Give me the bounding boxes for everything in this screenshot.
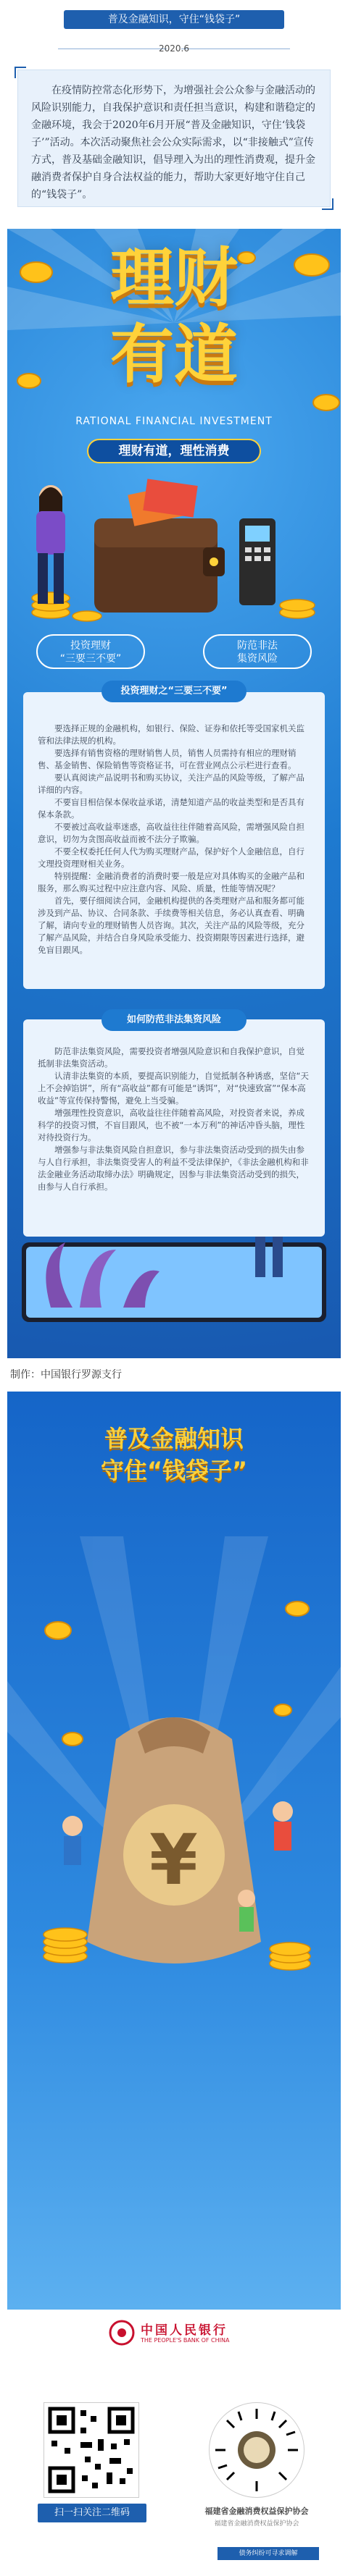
credit-text: 制作：中国银行罗源支行 [10,1369,122,1381]
section1-paragraph: 要认真阅读产品说明书和购买协议，关注产品的风险等级，了解产品详细的内容。 [38,773,304,795]
money-bag-poster [7,1392,341,2310]
section1-paragraph: 首先，要仔细阅读合同，金融机构提供的各类理财产品和服务都可能涉及到产品、协议、合同条款、手续费等相关信息，务必认真查看、明确了解，请向专业的理财销售人员咨询。其次，关注产品的风险等级，充分了解产品风险，并结合自身风险承受能力、投资期限等因素进行选择，避免盲目跟风。 [38,896,304,955]
pboc-logo [109,2317,239,2357]
section2-paragraph: 增强理性投资意识，高收益往往伴随着高风险，对投资者来说，养成科学的投资习惯，不盲目跟风，也不被“一本万利”的神话冲昏头脑，理性对待投资行为。 [38,1108,305,1142]
section1-paragraph: 不要盲目相信保本保收益承诺，清楚知道产品的收益类型和是否具有保本条款。 [38,797,304,820]
publish-date: 2020.6 [159,43,189,54]
tag-three-dos-donts: 投资理财 “三要三不要” [36,634,145,669]
bottom-note: 债务纠纷可寻求调解 [218,2547,319,2560]
poster2-title-line1: 普及金融知识 [104,1425,244,1452]
section1-paragraph: 要选择正规的金融机构，如银行、保险、证券和依托等受国家机关监管和法律法规的机构。 [38,723,304,746]
poster-title-line2: 有道 [109,317,238,392]
section1-heading: 投资理财之“三要三不要” [102,681,246,702]
association-subtitle: 福建省金融消费权益保护协会 [214,2520,299,2527]
rational-investment-poster [7,229,341,1358]
poster2-title-line2: 守住“钱袋子” [100,1457,248,1484]
money-bag-illustration [7,1392,341,2310]
poster-title-line1: 理财 [109,240,238,315]
intro-paragraph: 在疫情防控常态化形势下，为增强社会公众参与金融活动的风险识别能力，自我保护意识和责任担当意识，构建和谐稳定的金融环境，我会于2020年6月开展“普及金融知识，守住‘钱袋子’”活动。本次活动聚焦社会公众实际需求，以“非接触式”宣传方式，普及基础金融知识，倡导理入为出的理性消费观，提升金融消费者保护自身合法权益的能力，帮助大家更好地守住自己的“钱袋子”。 [17,70,331,207]
poster-slogan: 理财有道，理性消费 [87,439,261,463]
pboc-name-en: THE PEOPLE'S BANK OF CHINA [141,2337,230,2344]
qr-code-left[interactable] [44,2402,139,2498]
section2-paragraph: 防范非法集资风险，需要投资者增强风险意识和自我保护意识，自觉抵制非法集资活动。 [38,1046,304,1069]
section1-paragraph: 不要被过高收益率迷惑，高收益往往伴随着高风险，需增强风险自担意识，切勿为贪图高收益而被不法分子欺骗。 [38,822,304,844]
pboc-name-cn: 中国人民银行 [141,2323,228,2338]
section2-paragraph: 增强参与非法集资风险自担意识，参与非法集资活动受到的损失由参与人自行承担，非法集资受害人的利益不受法律保护，《非法金融机构和非法金融业务活动取缔办法》明确规定，因参与非法集资活动受到的损失，由参与人自行承担。 [38,1145,309,1192]
section1-paragraph: 特别提醒：金融消费者的消费时要一般是应对具体购买的金融产品和服务，那么购买过程中应注意内容、风险、质量，性能等情况呢？ [38,871,304,893]
section2-panel [23,1019,325,1237]
section1-paragraph: 要选择有销售资格的理财销售人员，销售人员需持有相应的理财销售、基金销售、保险销售等资格证书，可在营业网点公示栏进行查看。 [38,748,297,770]
section2-paragraph: 认清非法集资的本质，要提高识别能力，自觉抵制各种诱惑，坚信“天上不会掉馅饼”，所有“高收益”都有可能是“诱饵”，对“快速致富”“保本高收益”等宣传保持警惕，避免上当受骗。 [38,1071,309,1106]
corner-decoration [14,67,26,78]
section2-heading: 如何防范非法集资风险 [102,1009,246,1031]
qr-code-right[interactable] [209,2402,304,2498]
pboc-emblem-icon [109,2320,135,2346]
corner-decoration [322,198,334,210]
qr-scan-label: 扫一扫关注二维码 [38,2504,146,2522]
article-header-title: 普及金融知识，守住“钱袋子” [64,10,284,29]
association-title: 福建省金融消费权益保护协会 [204,2506,309,2516]
qr-code-icon [44,2403,138,2497]
section1-paragraph: 不要全权委托任何人代为购买理财产品，保护好个人金融信息，自行文理投资理财相关业务。 [38,846,304,869]
mini-program-code-icon [210,2403,304,2497]
tag-illegal-fundraising: 防范非法 集资风险 [203,634,312,669]
poster-english-subtitle: RATIONAL FINANCIAL INVESTMENT [75,416,273,427]
section1-panel [23,692,325,989]
svg-text:¥: ¥ [149,1819,198,1901]
